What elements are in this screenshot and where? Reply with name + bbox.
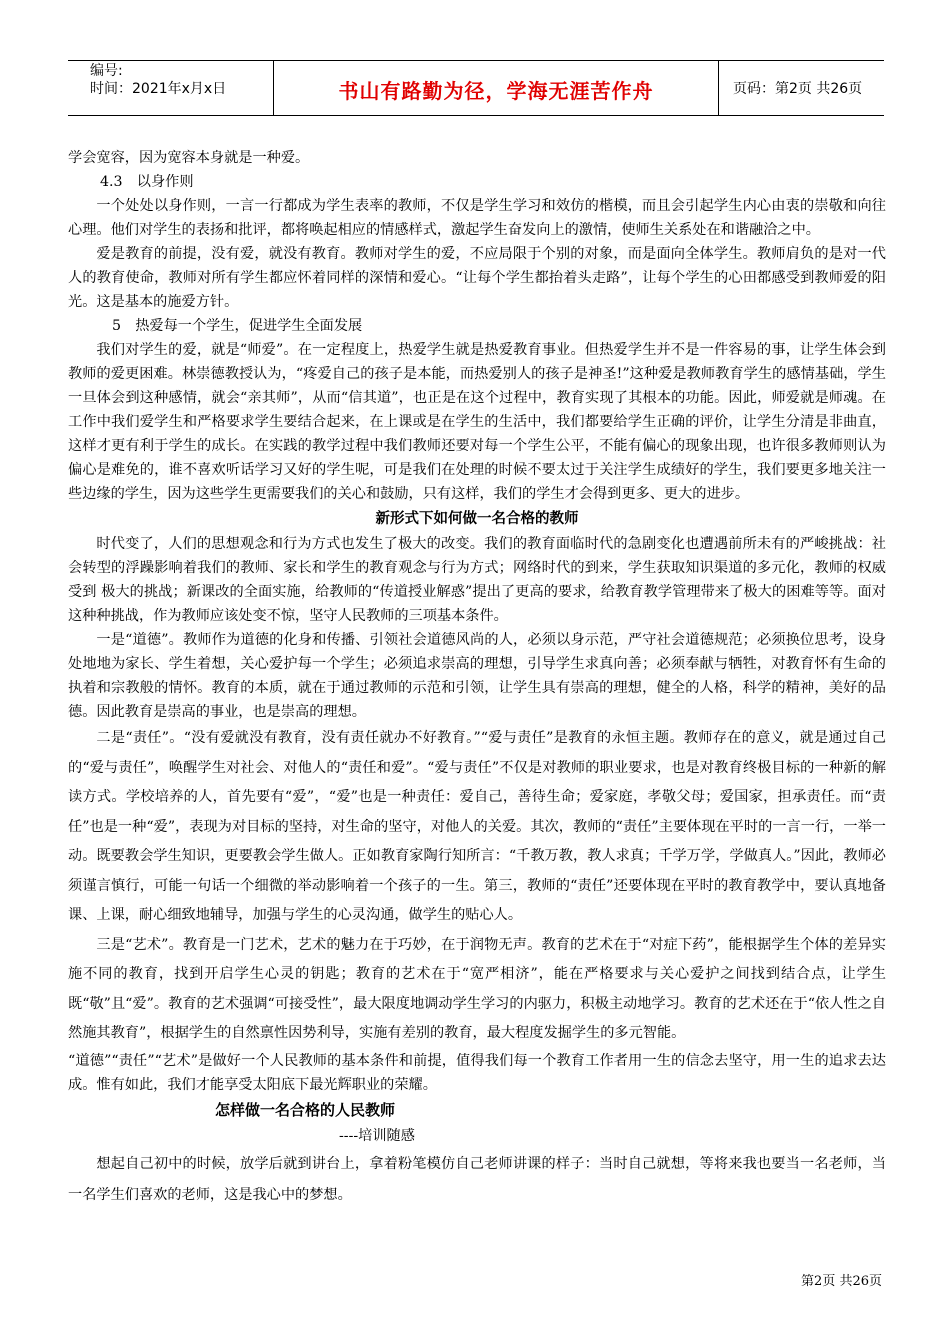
doc-number-label: 编号: [90,63,123,79]
header-page-label: 页码：第2页 共26页 [733,81,863,97]
paragraph: 一是“道德”。教师作为道德的化身和传播、引领社会道德风尚的人，必须以身示范，严守社会道德规范；必须换位思考，设身处地地为家长、学生着想，关心爱护每一个学生；必须追求崇高的理想，引导学生求真向善；必须奉献与牺牲，对教育怀有生命的执着和宗教般的情怀。教育的本质，就在于通过教师的示范和引领，让学生具有崇高的理想，健全的人格，科学的精神，美好的品德。因此教育是崇高的事业，也是崇高的理想。 [68,632,886,720]
paragraph: 一个处处以身作则，一言一行都成为学生表率的教师，不仅是学生学习和效仿的楷模，而且会引起学生内心由衷的崇敬和向往心理。他们对学生的表扬和批评，都将唤起相应的情感样式，激起学生奋发向上的激情，使师生关系处在和谐融洽之中。 [68,198,886,238]
paragraph: 爱是教育的前提，没有爱，就没有教育。教师对学生的爱，不应局限于个别的对象，而是面向全体学生。教师肩负的是对一代人的教育使命，教师对所有学生都应怀着同样的深情和爱心。“让每个学生都抬着头走路”，让每个学生的心田都感受到教师爱的阳光。这是基本的施爱方针。 [68,246,886,310]
article-subtitle: ----培训随感 [339,1127,415,1144]
article-title: 怎样做一名合格的人民教师 [215,1100,396,1119]
page-footer: 第2页 共26页 [801,1274,882,1289]
paragraph: “道德”“责任”“艺术”是做好一个人民教师的基本条件和前提，值得我们每一个教育工作者用一生的信念去坚守，用一生的追求去达成。惟有如此，我们才能享受太阳底下最光辉职业的荣耀。 [68,1052,886,1093]
paragraph: 学会宽容，因为宽容本身就是一种爱。 [68,150,310,166]
paragraph: 二是“责任”。“没有爱就没有教育，没有责任就办不好教育。”“爱与责任”是教育的永恒主题。教师存在的意义，就是通过自己的“爱与责任”，唤醒学生对社会、对他人的“责任和爱”。“爱与责任”不仅是对教师的职业要求，也是对教育终极目标的一种新的解读方式。学校培养的人，首先要有“爱”，“爱”也是一种责任：爱自己，善待生命；爱家庭，孝敬父母；爱国家，担承责任。而“责任”也是一种“爱”，表现为对目标的坚持，对生命的坚守，对他人的关爱。其次，教师的“责任”主要体现在平时的一言一行，一举一动。既要教会学生知识，更要教会学生做人。正如教育家陶行知所言：“千教万教，教人求真；千学万学，学做真人。”因此，教师必须谨言慎行，可能一句话一个细微的举动影响着一个孩子的一生。第三，教师的“责任”还要体现在平时的教育教学中，要认真地备课、上课，耐心细致地辅导，加强与学生的心灵沟通，做学生的贴心人。 [68,730,886,923]
header-page-cell [719,61,884,115]
header-meta [68,61,273,115]
paragraph: 我们对学生的爱，就是“师爱”。在一定程度上，热爱学生就是热爱教育事业。但热爱学生并不是一件容易的事，让学生体会到教师的爱更困难。林崇德教授认为，“疼爱自己的孩子是本能，而热爱别人的孩子是神圣!”这种爱是教师教育学生的感情基础，学生一旦体会到这种感情，就会“亲其师”，从而“信其道”，也正是在这个过程中，教育实现了其根本的功能。因此，师爱就是师魂。在工作中我们爱学生和严格要求学生要结合起来，在上课或是在学生的生活中，我们都要给学生正确的评价，让学生分清是非曲直，这样才更有利于学生的成长。在实践的教学过程中我们教师还要对每一个学生公平，不能有偏心的现象出现，也许很多教师则认为偏心是难免的，谁不喜欢听话学习又好的学生呢，可是我们在处理的时候不要太过于关注学生成绩好的学生，我们要更多地关注一些边缘的学生，因为这些学生更需要我们的关心和鼓励，只有这样，我们的学生才会得到更多、更大的进步。 [68,342,886,502]
paragraph: 三是“艺术”。教育是一门艺术，艺术的魅力在于巧妙，在于润物无声。教育的艺术在于“对症下药”，能根据学生个体的差异实施不同的教育，找到开启学生心灵的钥匙；教育的艺术在于“宽严相济”，能在严格要求与关心爱护之间找到结合点，让学生既“敬”且“爱”。教育的艺术强调“可接受性”，最大限度地调动学生学习的内驱力，积极主动地学习。教育的艺术还在于“依人性之自然施其教育”，根据学生的自然禀性因势利导，实施有差别的教育，最大程度发掘学生的多元智能。 [68,936,886,1041]
paragraph: 时代变了，人们的思想观念和行为方式也发生了极大的改变。我们的教育面临时代的急剧变化也遭遇前所未有的严峻挑战：社会转型的浮躁影响着我们的教师、家长和学生的教育观念与行为方式；网络时代的到来，学生获取知识渠道的多元化，教师的权威受到 极大的挑战；新课改的全面实施，给教师的“传道授业解惑”提出了更高的要求，给教育教学管理带来了极大的困难等等。面对这种种挑战，作为教师应该处变不惊，坚守人民教师的三项基本条件。 [68,536,886,624]
header-motto-cell [273,61,719,115]
doc-time-label: 时间：2021年x月x日 [90,81,227,97]
header-motto: 书山有路勤为径，学海无涯苦作舟 [338,79,654,103]
document-body [68,146,886,1211]
page-header [68,60,884,116]
section-heading: 4.3 以身作则 [100,174,194,190]
paragraph: 想起自己初中的时候，放学后就到讲台上，拿着粉笔模仿自己老师讲课的样子：当时自己就想，等将来我也要当一名老师，当一名学生们喜欢的老师，这是我心中的梦想。 [68,1155,886,1203]
article-title: 新形式下如何做一名合格的教师 [375,511,579,527]
section-heading: 5 热爱每一个学生，促进学生全面发展 [112,318,363,334]
